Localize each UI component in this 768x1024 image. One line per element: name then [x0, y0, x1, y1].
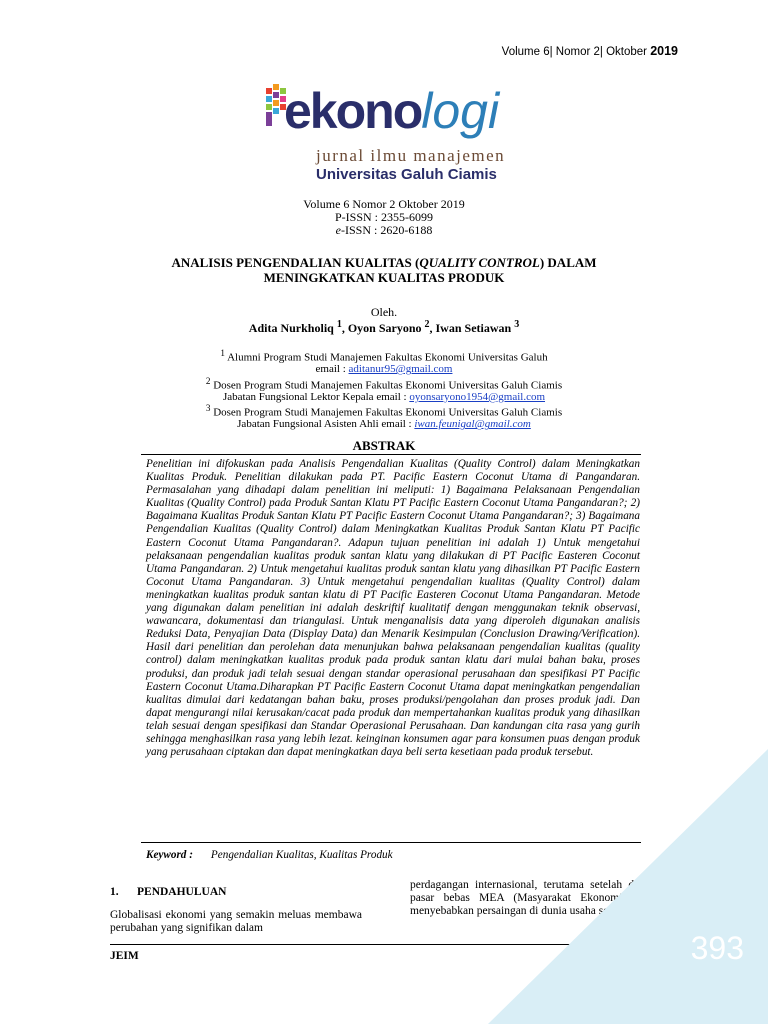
issue-volume: Volume 6 Nomor 2 Oktober 2019	[303, 197, 465, 211]
abstract-heading: ABSTRAK	[352, 438, 416, 453]
affiliations: $^1$ Alumni Program Studi Manajemen Fakultas Ekonomi Universitas Galuh email : aditanur95@gmail.com $^2$ Dosen Program Studi Manajemen Fakultas Ekonomi Universitas Galuh Ciamis Jabatan Fungsional Lektor Kepala email : oyonsaryono1954@gmail.com $^3$ Dosen Program Studi Manajemen Fakultas Ekonomi Universitas Galuh Ciamis Jabatan Fungsional Asisten Ahli email : iwan.feunigal@gmail.com	[205, 348, 563, 431]
abstract-text: Penelitian ini difokuskan pada Analisis Pengendalian Kualitas (Quality Control) dalam Meningkatkan Kualitas Produk. Penelitian dilakukan pada PT. Pacific Eastern Coconut Utama di Pangandaran. Permasalahan yang dihadapi dalam penelitian ini meliputi: 1) Bagaimana Pelaksanaan Pengendalian Kualitas (Quality Control) pada Produk Santan Klatu PT Pacific Eastern Coconut Utama Pangandaran?; 2) Bagaimana Kualitas Produk Santan Klatu PT Pacific Eastern Coconut Utama Pangandaran?; 3) Bagaimana Pengendalian Kualitas (Quality Control) dalam Meningkatkan Kualitas Produk Santan Klatu PT Pacific Eastern Coconut Utama Pangandaran?. Adapun tujuan penelitian ini adalah 1) Untuk mengetahui pelaksanaan pengendalian kualitas produk santan klatu yang dilakukan di PT Pacific Easteren Coconut Utama Pangandaran. 2) Untuk mengetahui kualitas produk santan klatu yang dihasilkan PT Pacific Eastern Coconut Utama Pangandaran. 3) Untuk mengetahui pengendalian kualitas (Quality Control) dalam meningkatkan kualitas produk santan klatu di PT Pacific Easteren Coconut Utama Pangandaran. Metode yang digunakan dalam penelitian ini adalah deskriftif kualitatif dengan menggunakan teknik observasi, wawancara, dokumentasi dan triangulasi. Untuk menganalisis data yang diperoleh digunakan analisis Reduksi Data, Penyajian Data (Display Data) dan Menarik Kesimpulan (Conclusion Drawing/Verification). Hasil dari penelitian dan perolehan data menunjukan bahwa pelaksanaan pengendalian kualitas (quality control) dalam meningkatkan kualitas produk pada produk santan klatu dari mulai bahan baku, proses produksi, dan produk jadi telah sesuai dengan standar operasional perusahaan dan spesifikasi PT Pacific Eastern Coconut Utama.Diharapkan PT Pacific Eastern Coconut Utama dapat meningkatkan pengendalian kualitas dimulai dari kedatangan bahan baku, proses produksi/pengolahan dan proses produk jadi. Dan dapat mengurangi nilai kerusakan/cacat pada produk dan mempertahankan kualitas produk yang dihasilkan telah sesuai dengan spesifikasi dan Standar Operasional Perusahaan. Dan kandungan cita rasa yang gurih sehingga menghasilkan rasa yang lebih lezat. keinginan konsumen agar para konsumen puas dengan produk yang perusahaan ciptakan dan dapat meningkatkan daya beli serta kesetiaan pada produk tersebut.	[146, 458, 640, 759]
body-left-text: Globalisasi ekonomi yang semakin meluas membawa perubahan yang signifikan dalam	[110, 909, 362, 934]
keyword-label: Keyword :	[146, 849, 193, 861]
body-left-column	[110, 886, 362, 935]
volume-year: 2019	[650, 44, 678, 58]
issue-info	[0, 198, 768, 237]
body-right-column: perdagangan internasional, terutama setelah diberlakukannya pasar bebas MEA (Masyarakat Ekonomi ASEAN) yang menyebabkan persaingan di dunia usaha semakin ketat dengan	[410, 879, 705, 917]
section-heading: 1. PENDAHULUAN	[110, 886, 227, 898]
logo-university: Universitas Galuh Ciamis	[316, 166, 497, 183]
abstract-top-rule	[141, 454, 641, 455]
email-link-3[interactable]: iwan.feunigal@gmail.com	[414, 418, 531, 431]
journal-logo	[264, 84, 534, 194]
email-link-1[interactable]: aditanur95@gmail.com	[348, 363, 453, 376]
byline-oleh: Oleh.	[370, 305, 398, 319]
volume-header	[502, 44, 678, 58]
paper-title: ANALISIS PENGENDALIAN KUALITAS (QUALITY CONTROL) DALAM MENINGKATKAN KUALITAS PRODUK	[171, 255, 597, 285]
logo-wordmark: ekonologi	[284, 83, 500, 139]
issue-eissn: e-ISSN : 2620-6188	[335, 223, 433, 237]
author-2: Oyon Saryono	[347, 321, 422, 335]
logo-subtitle: jurnal ilmu manajemen	[316, 146, 506, 165]
issue-pissn: P-ISSN : 2355-6099	[334, 210, 433, 224]
volume-text: Volume 6| Nomor 2| Oktober	[501, 46, 647, 58]
keyword-value: Pengendalian Kualitas, Kualitas Produk	[210, 849, 393, 861]
footer-journal: JEIM	[110, 950, 139, 962]
author-1: Adita Nurkholiq	[248, 321, 334, 335]
page-corner-decoration	[488, 749, 768, 1024]
page-number: 393	[690, 930, 744, 966]
keywords	[146, 849, 393, 861]
author-3: Iwan Setiawan	[435, 321, 512, 335]
author-list: Adita Nurkholiq $^1$, Oyon Saryono $^2$, Iwan Setiawan $^3$	[248, 319, 520, 335]
email-link-2[interactable]: oyonsaryono1954@gmail.com	[409, 390, 546, 403]
